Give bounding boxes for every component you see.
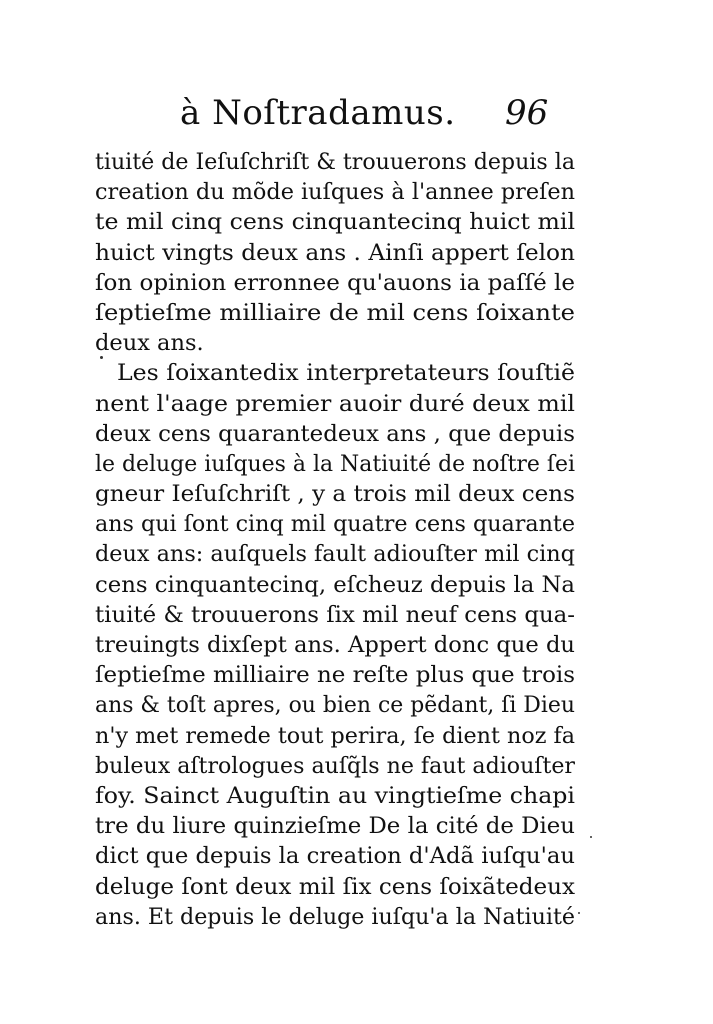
text-line: n'y met remede tout perira, ſe dient noz fa bbox=[95, 722, 575, 749]
text-line: deluge ſont deux mil ſix cens ſoixãtedeux bbox=[95, 873, 575, 900]
ink-speck bbox=[590, 836, 592, 838]
text-line: ans qui ſont cinq mil quatre cens quarante bbox=[95, 511, 575, 538]
ink-speck bbox=[100, 356, 103, 359]
body-text bbox=[95, 147, 575, 932]
text-line: Les ſoixantedix interpretateurs ſouſtiẽ bbox=[117, 360, 575, 387]
text-line: tiuité de Ieſuſchriſt & trouuerons depuis la bbox=[95, 149, 575, 175]
text-line: dict que depuis la creation d'Adã iuſqu'au bbox=[95, 843, 575, 870]
text-line: deux ans. bbox=[95, 330, 204, 357]
text-line: ſon opinion erronnee qu'auons ia paſſé le bbox=[95, 269, 575, 296]
text-line: huict vingts deux ans . Ainſi appert ſelon bbox=[95, 239, 575, 266]
text-line: deux ans: auſquels fault adiouſter mil cinq bbox=[95, 541, 575, 568]
text-line: ans & toſt apres, ou bien ce pẽdant, ſi Dieu bbox=[95, 692, 575, 719]
text-line: ſeptieſme milliaire ne reſte plus que trois bbox=[95, 662, 575, 689]
text-line: nent l'aage premier auoir duré deux mil bbox=[95, 390, 575, 417]
text-line: deux cens quarantedeux ans , que depuis bbox=[95, 420, 575, 447]
text-line: cens cinquantecinq, eſcheuz depuis la Na bbox=[95, 571, 575, 598]
text-line: le deluge iuſques à la Natiuité de noſtre ſei bbox=[95, 450, 575, 477]
text-line: ans. Et depuis le deluge iuſqu'a la Natiuité bbox=[95, 903, 575, 930]
text-line: creation du mõde iuſques à l'annee preſen bbox=[95, 179, 575, 206]
page-number: 96 bbox=[505, 93, 549, 133]
ink-speck bbox=[578, 912, 580, 914]
text-line: ſeptieſme milliaire de mil cens ſoixante bbox=[95, 299, 575, 326]
text-line: foy. Sainct Auguſtin au vingtieſme chapi bbox=[95, 782, 575, 809]
text-line: tiuité & trouuerons ſix mil neuf cens qua- bbox=[95, 601, 575, 628]
running-title: à Noſtradamus. bbox=[180, 93, 456, 133]
text-line: te mil cinq cens cinquantecinq huict mil bbox=[95, 209, 575, 236]
text-line: tre du liure quinzieſme De la cité de Dieu bbox=[95, 813, 575, 840]
text-line: treuingts dixſept ans. Appert donc que du bbox=[95, 632, 575, 658]
text-line: gneur Ieſuſchriſt , y a trois mil deux cens bbox=[95, 481, 575, 508]
text-line: buleux aſtrologues auſq̃ls ne faut adiouſter bbox=[95, 752, 575, 779]
